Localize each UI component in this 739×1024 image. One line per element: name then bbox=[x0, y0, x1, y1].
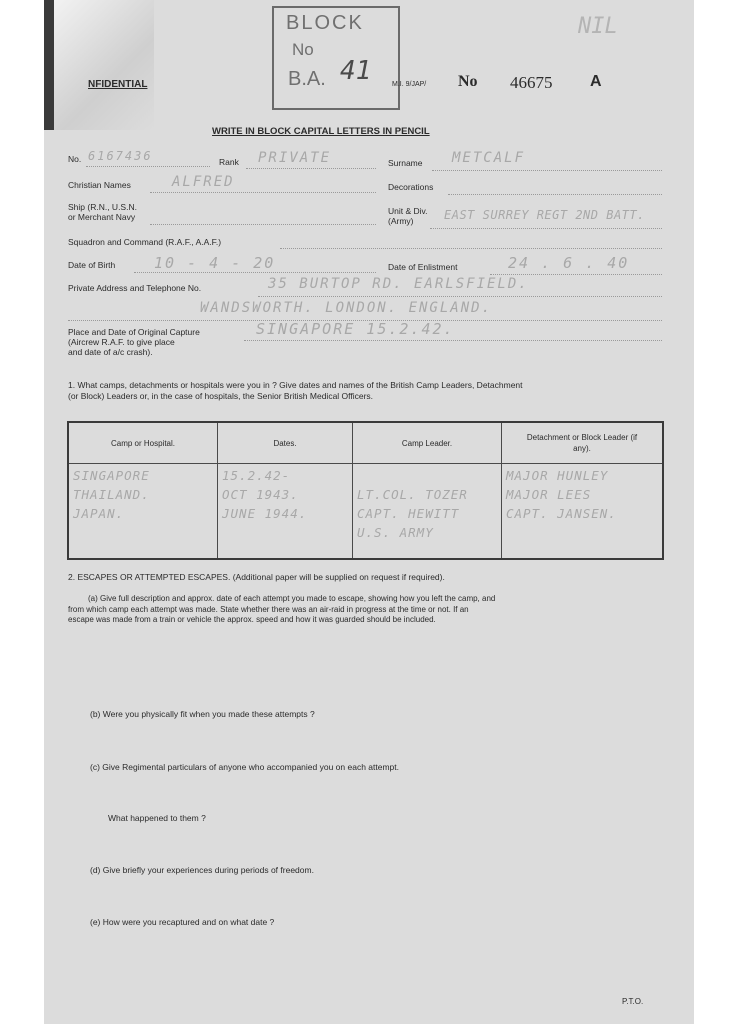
instruction-heading: WRITE IN BLOCK CAPITAL LETTERS IN PENCIL bbox=[212, 126, 430, 137]
capture-label-line1: Place and Date of Original Capture bbox=[68, 327, 200, 337]
service-no-label: No. bbox=[68, 154, 82, 164]
question-1 bbox=[68, 380, 668, 402]
service-no-value: 6167436 bbox=[88, 149, 153, 163]
dotted-line bbox=[86, 166, 210, 167]
question-1-line2: (or Block) Leaders or, in the case of hospitals, the Senior British Medical Officers. bbox=[68, 391, 374, 401]
stamp-handwritten-number: 41 bbox=[340, 56, 372, 86]
dotted-line bbox=[134, 272, 376, 273]
ship-label-line2: or Merchant Navy bbox=[68, 212, 136, 222]
table-header-row bbox=[68, 422, 663, 464]
enlistment-date-label: Date of Enlistment bbox=[388, 262, 458, 272]
camp-entry: THAILAND. bbox=[73, 487, 150, 502]
capture-label-line3: and date of a/c crash). bbox=[68, 347, 153, 357]
date-of-birth-value: 10 - 4 - 20 bbox=[154, 254, 276, 272]
detachment-column bbox=[502, 464, 664, 560]
stamp-no-text: No bbox=[292, 40, 314, 59]
leader-entry: CAPT. HEWITT bbox=[357, 506, 460, 521]
rank-label: Rank bbox=[219, 157, 239, 167]
camp-entry: JAPAN. bbox=[73, 506, 125, 521]
question-2d: (d) Give briefly your experiences during periods of freedom. bbox=[90, 865, 314, 875]
page-edge-shadow bbox=[44, 0, 54, 130]
unit-value: EAST SURREY REGT 2ND BATT. bbox=[444, 208, 645, 222]
leader-column bbox=[353, 464, 502, 560]
surname-value: METCALF bbox=[452, 150, 526, 166]
stamp-block-text: BLOCK bbox=[286, 12, 364, 34]
header-camp: Camp or Hospital. bbox=[68, 422, 218, 464]
form-reference: M.I. 9/JAP/ bbox=[392, 81, 427, 88]
dotted-line bbox=[432, 170, 662, 171]
question-2a bbox=[68, 594, 668, 626]
enlistment-date-value: 24 . 6 . 40 bbox=[508, 254, 630, 272]
folded-corner bbox=[54, 0, 154, 130]
block-stamp bbox=[272, 6, 400, 110]
question-2b: (b) Were you physically fit when you made these attempts ? bbox=[90, 709, 315, 719]
capture-value: SINGAPORE 15.2.42. bbox=[256, 320, 455, 338]
classification-label: NFIDENTIAL bbox=[88, 79, 148, 90]
christian-names-label: Christian Names bbox=[68, 180, 131, 190]
address-label: Private Address and Telephone No. bbox=[68, 283, 202, 293]
question-1-line1: 1. What camps, detachments or hospitals were you in ? Give dates and names of the British Camp Leaders, Detachment bbox=[68, 380, 523, 390]
question-2a-line3: escape was made from a train or vehicle the approx. speed and how it was guarded should be included. bbox=[68, 615, 436, 624]
header-dates: Dates. bbox=[218, 422, 353, 464]
dates-column bbox=[218, 464, 353, 560]
address-value-line1: 35 BURTOP RD. EARLSFIELD. bbox=[268, 276, 529, 292]
question-2a-line2: from which camp each attempt was made. State whether there was an air-raid in progress at the time or not. If an bbox=[68, 604, 469, 614]
date-entry: 15.2.42- bbox=[222, 468, 291, 483]
detachment-entry: MAJOR HUNLEY bbox=[506, 468, 609, 483]
date-of-birth-label: Date of Birth bbox=[68, 260, 116, 270]
detachment-entry: CAPT. JANSEN. bbox=[506, 506, 617, 521]
date-entry: OCT 1943. bbox=[222, 487, 299, 502]
dotted-line bbox=[246, 168, 376, 169]
rank-value: PRIVATE bbox=[258, 150, 332, 166]
date-entry: JUNE 1944. bbox=[222, 506, 308, 521]
form-number-value: 46675 bbox=[510, 73, 553, 92]
dotted-line bbox=[244, 340, 662, 341]
leader-entry: U.S. ARMY bbox=[357, 525, 434, 540]
detachment-entry: MAJOR LEES bbox=[506, 487, 592, 502]
decorations-label: Decorations bbox=[388, 182, 434, 192]
form-series-letter: A bbox=[590, 73, 602, 90]
leader-entry: LT.COL. TOZER bbox=[357, 487, 468, 502]
question-2e: (e) How were you recaptured and on what date ? bbox=[90, 917, 275, 927]
question-2c: (c) Give Regimental particulars of anyone who accompanied you on each attempt. bbox=[90, 762, 399, 772]
christian-names-value: ALFRED bbox=[172, 174, 235, 190]
squadron-label: Squadron and Command (R.A.F., A.A.F.) bbox=[68, 237, 222, 247]
dotted-line bbox=[150, 192, 376, 193]
address-value-line2: WANDSWORTH. LONDON. ENGLAND. bbox=[200, 300, 493, 316]
stamp-ba-text: B.A. bbox=[288, 68, 326, 90]
header-camp-leader: Camp Leader. bbox=[353, 422, 502, 464]
leader-entry bbox=[357, 466, 497, 485]
dotted-line bbox=[430, 228, 662, 229]
unit-label-line2: (Army) bbox=[388, 216, 414, 226]
table-row bbox=[68, 464, 663, 560]
ship-label-line1: Ship (R.N., U.S.N. bbox=[68, 202, 137, 212]
surname-label: Surname bbox=[388, 158, 423, 168]
pto-label: P.T.O. bbox=[622, 997, 644, 1006]
corner-handwritten-mark: NIL bbox=[578, 14, 618, 39]
form-number-label: No bbox=[458, 73, 478, 90]
dotted-line bbox=[258, 296, 662, 297]
question-2a-line1: (a) Give full description and approx. date of each attempt you made to escape, showing how you left the camp, and bbox=[88, 594, 496, 603]
dotted-line bbox=[280, 248, 662, 249]
dotted-line bbox=[150, 224, 376, 225]
question-2-heading: 2. ESCAPES OR ATTEMPTED ESCAPES. (Additional paper will be supplied on request if required). bbox=[68, 572, 445, 582]
camps-table bbox=[67, 421, 664, 560]
header-detachment-leader: Detachment or Block Leader (if any). bbox=[502, 422, 664, 464]
unit-label-line1: Unit & Div. bbox=[388, 206, 428, 216]
dotted-line bbox=[490, 274, 662, 275]
camp-column bbox=[68, 464, 218, 560]
capture-label-line2: (Aircrew R.A.F. to give place bbox=[68, 337, 175, 347]
camp-entry: SINGAPORE bbox=[73, 468, 150, 483]
question-2c-sub: What happened to them ? bbox=[108, 813, 206, 823]
dotted-line bbox=[448, 194, 662, 195]
